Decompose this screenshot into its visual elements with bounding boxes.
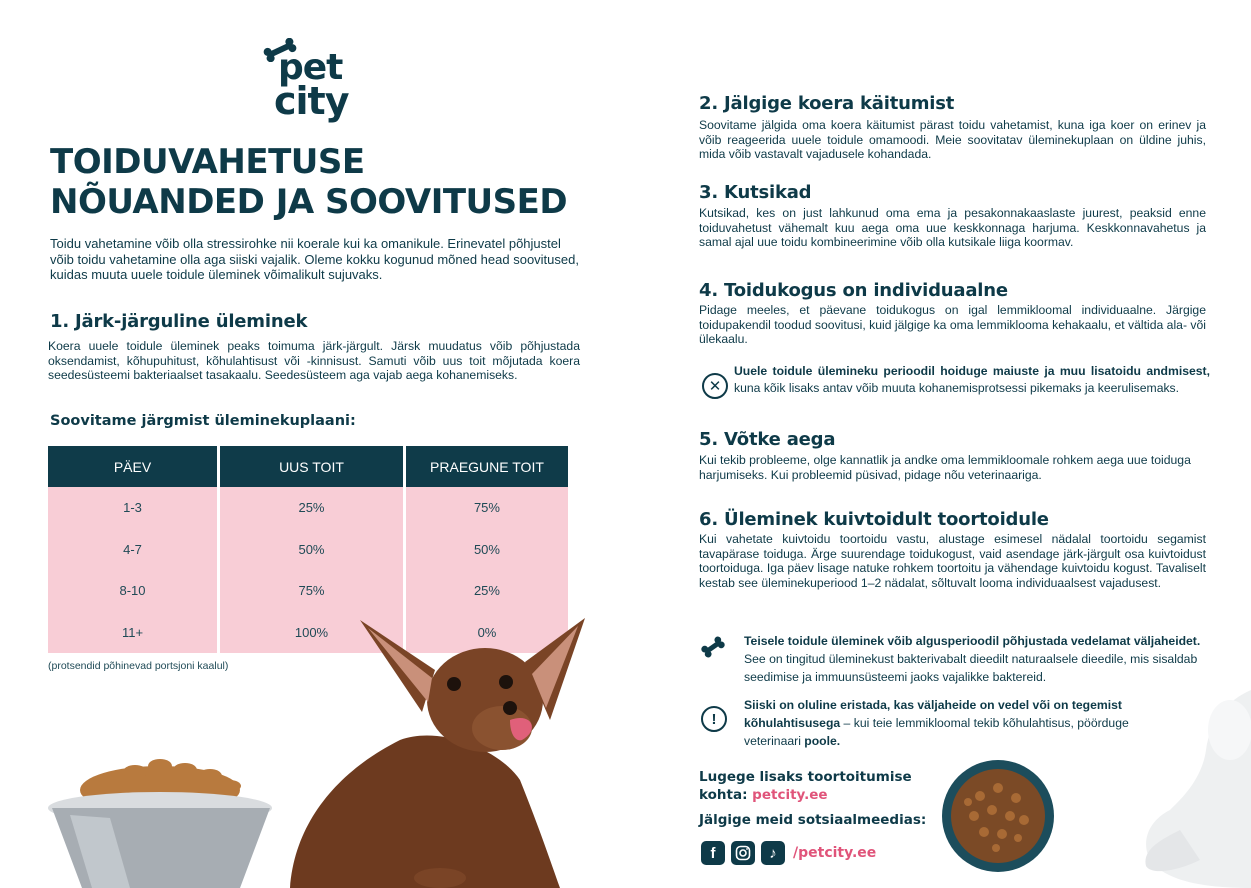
section-3-text: Kutsikad, kes on just lahkunud oma ema ja pesakonnakaaslaste juurest, peaksid enne toiduvahetust vähemalt kuu aega oma uue keskkonnaga harjuma. Keskkonnavahetus ja samal ajal uue toidu kombineerimine võib olla kutsikale liiga koormav.: [699, 206, 1206, 249]
instagram-icon[interactable]: [731, 841, 755, 865]
exclamation-circle-icon: !: [701, 706, 727, 732]
tiktok-icon[interactable]: ♪: [761, 841, 785, 865]
title-line-2: NÕUANDED JA SOOVITUSED: [50, 182, 568, 222]
diarrhea-note: [744, 696, 1144, 750]
cell-day: 1-3: [48, 487, 217, 529]
diarrhea-note-bold: Siiski on oluline eristada, kas väljaheide on vedel või on tegemist kõhulahtisusega: [744, 698, 1122, 730]
cell-new: 100%: [220, 612, 403, 654]
cell-current: 25%: [406, 570, 568, 612]
cell-day: 11+: [48, 612, 217, 654]
section-4-text: Pidage meeles, et päevane toidukogus on igal lemmikloomal individuaalne. Järgige toidupakendil toodud soovitusi, kuid jälgige ka oma lemmiklooma kehakaalu, et vältida ala- või ülekaalu.: [699, 303, 1206, 346]
read-more: [699, 768, 912, 804]
social-handle[interactable]: /petcity.ee: [793, 845, 877, 861]
header-new-food: UUS TOIT: [220, 446, 403, 487]
treats-warning: [734, 363, 1210, 397]
cell-day: 4-7: [48, 529, 217, 571]
cell-current: 75%: [406, 487, 568, 529]
section-6-text: Kui vahetate kuivtoidu toortoidu vastu, alustage esimesel nädalal toortoidu segamist tavapärase toiduga. Ärge suurendage toidukogust, vaid asendage järk-järgult osa kuivtoidust toortoiduga. Iga päev lisage natuke rohkem toortoitu ja vähendage kuivtoidu kogust. Tavaliselt kestab see üleminekuperiood 1–2 nädalat, sõltuvalt looma individuaalsest vajadusest.: [699, 532, 1206, 590]
logo-pet: pet: [278, 47, 343, 88]
cell-new: 75%: [220, 570, 403, 612]
site-link[interactable]: petcity.ee: [752, 787, 828, 803]
intro-text: Toidu vahetamine võib olla stressirohke nii koerale kui ka omanikule. Erinevatel põhjustel võib toidu vahetamine olla aga siiski vajalik. Oleme kokku kogunud mõned head soovitused, kuidas muuta uuele toidule üleminek võimalikult sujuvaks.: [50, 236, 579, 282]
header-current-food: PRAEGUNE TOIT: [406, 446, 568, 487]
table-row: [48, 529, 568, 571]
page-title: [50, 142, 610, 222]
cell-new: 50%: [220, 529, 403, 571]
stool-note: [744, 632, 1206, 686]
cat-illustration: [1140, 690, 1251, 888]
table-row: [48, 487, 568, 529]
table-header: [48, 446, 568, 487]
follow-label: Jälgige meid sotsiaalmeedias:: [699, 812, 927, 828]
petcity-logo: [262, 36, 358, 126]
stool-note-bold: Teisele toidule üleminek võib algusperioodil põhjustada vedelamat väljaheidet.: [744, 634, 1201, 648]
section-6-heading: 6. Üleminek kuivtoidult toortoidule: [699, 509, 1049, 530]
cell-new: 25%: [220, 487, 403, 529]
treats-warning-bold: Uuele toidule ülemineku perioodil hoiduge maiuste ja muu lisatoidu andmisest,: [734, 364, 1210, 378]
stool-note-rest: See on tingitud üleminekust bakterivabalt dieedilt naturaalsele dieedile, mis sisaldab seedimise ja immuunsüsteemi jaoks vajalikke baktereid.: [744, 652, 1198, 684]
title-line-1: TOIDUVAHETUSE: [50, 142, 365, 182]
x-circle-icon: ✕: [702, 373, 728, 399]
facebook-icon[interactable]: f: [701, 841, 725, 865]
section-5-text: Kui tekib probleeme, olge kannatlik ja andke oma lemmikloomale rohkem aega uue toiduga harjumiseks. Kui probleemid püsivad, pidage nõu veterinaariga.: [699, 453, 1191, 482]
cell-current: 0%: [406, 612, 568, 654]
treats-warning-rest: kuna kõik lisaks antav võib muuta kohanemisprotsessi pikemaks ja keerulisemaks.: [734, 381, 1180, 395]
dog-with-bowl-illustration: [40, 600, 630, 888]
section-2-text: Soovitame jälgida oma koera käitumist pärast toidu vahetamist, kuna iga koer on erinev ja võib reageerida uuele toidule omamoodi. Meie soovitatav üleminekuplaan on üldine juhis, mida võib vastavalt vajadusele kohandada.: [699, 118, 1206, 161]
section-3-heading: 3. Kutsikad: [699, 182, 812, 203]
diarrhea-note-end: poole.: [804, 734, 841, 748]
section-2-heading: 2. Jälgige koera käitumist: [699, 93, 955, 114]
diarrhea-note-mid: – kui teie lemmikloomal tekib kõhulahtisus, pöörduge veterinaari: [744, 716, 1129, 748]
section-4-heading: 4. Toidukogus on individuaalne: [699, 280, 1008, 301]
food-bowl-illustration: [940, 758, 1056, 874]
cell-current: 50%: [406, 529, 568, 571]
bone-icon: [700, 634, 726, 660]
table-note: (protsendid põhinevad portsjoni kaalul): [48, 660, 229, 672]
cell-day: 8-10: [48, 570, 217, 612]
plan-title: Soovitame järgmist üleminekuplaani:: [50, 413, 356, 429]
section-1-text: Koera uuele toidule üleminek peaks toimuma järk-järgult. Järsk muudatus võib põhjustada oksendamist, kõhupuhitust, kõhulahtisust või -kinnisust. Samuti võib uus toit mõjutada koera seedesüsteemi bakteriaalset tasakaalu. Seedesüsteem aga vajab aega kohanemiseks.: [48, 339, 580, 382]
header-day: PÄEV: [48, 446, 217, 487]
logo-city: city: [274, 79, 349, 123]
section-1-heading: 1. Järk-järguline üleminek: [50, 311, 308, 332]
read-more-line-1: Lugege lisaks toortoitumise: [699, 769, 912, 785]
section-5-heading: 5. Võtke aega: [699, 429, 836, 450]
read-more-line-2: kohta: petcity.ee: [699, 787, 828, 803]
